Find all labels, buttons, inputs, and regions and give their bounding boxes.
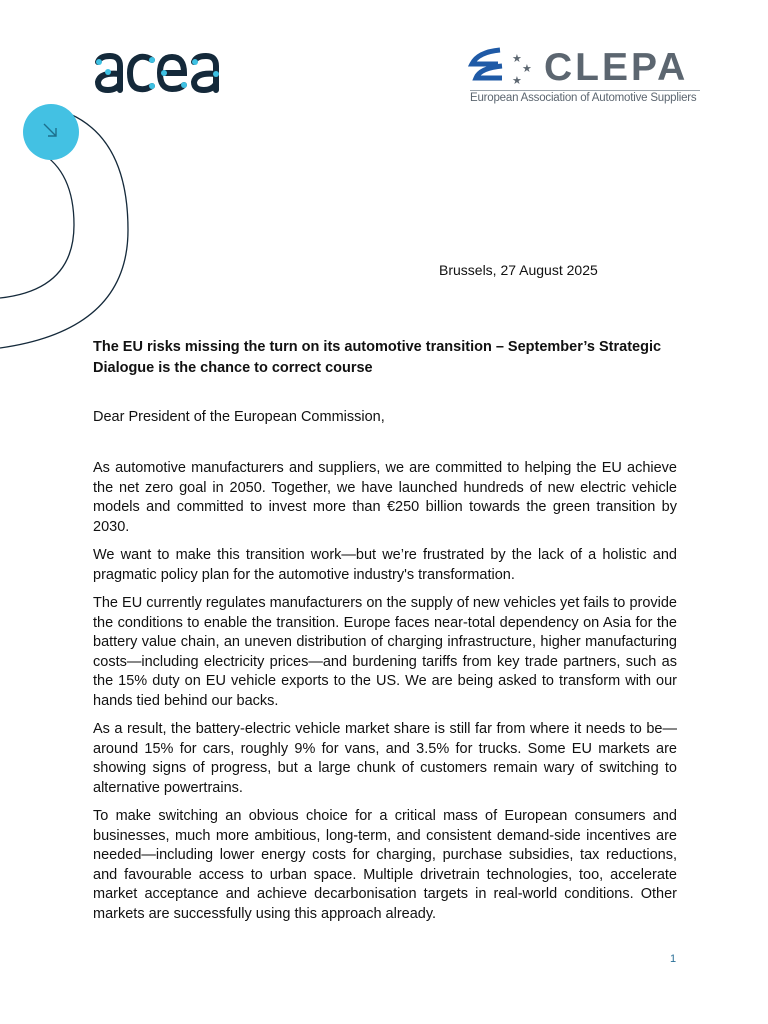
- paragraph: As a result, the battery-electric vehicle market share is still far from where it needs to be—around 15% for cars, roughly 9% for vans, and 3.5% for trucks. Some EU markets are showing signs of progress, but a large chunk of customers remain wary of switching to alternative powertrains.: [93, 721, 677, 796]
- paragraph: As automotive manufacturers and suppliers, we are committed to helping the EU achieve the net zero goal in 2050. Together, we have launched hundreds of new electric vehicle models and committed to invest more than €250 billion towards the green transition by 2030.: [93, 460, 677, 535]
- letter-salutation: Dear President of the European Commission,: [93, 409, 385, 425]
- clepa-wordmark: CLEPA: [544, 46, 689, 89]
- svg-text:★: ★: [512, 53, 522, 65]
- acea-logo: [94, 48, 226, 98]
- accent-circle: [23, 104, 79, 160]
- letter-title: The EU risks missing the turn on its automotive transition – September’s Strategic Dialogue is the chance to correct course: [93, 339, 662, 376]
- paragraph: We want to make this transition work—but we’re frustrated by the lack of a holistic and pragmatic policy plan for the automotive industry's transformation.: [93, 547, 677, 583]
- acea-logo-mark: [94, 48, 226, 98]
- letter-date: Brussels, 27 August 2025: [439, 262, 598, 278]
- decorative-arcs: [0, 100, 140, 360]
- page-number: 1: [670, 953, 677, 965]
- clepa-emblem-icon: [468, 46, 544, 90]
- letter-body: [93, 459, 677, 933]
- svg-text:★: ★: [522, 63, 532, 75]
- paragraph: To make switching an obvious choice for a critical mass of European consumers and businesses, much more ambitious, long-term, and consistent demand-side incentives are needed—including lower energy costs for charging, purchase subsidies, tax reductions, and favourable access to urban space. Multiple drivetrain technologies, too, accelerate market acceptance and achieve decarbonisation targets in real-world conditions. Other markets are successfully using this approach already.: [93, 808, 677, 922]
- paragraph: The EU currently regulates manufacturers on the supply of new vehicles yet fails to provide the conditions to enable the transition. Europe faces near-total dependency on Asia for the battery value chain, an uneven distribution of charging infrastructure, higher manufacturing costs—including electricity prices—and burdening tariffs from key trade partners, such as the 15% duty on EU vehicle exports to the US. We are being asked to transform with our hands tied behind our backs.: [93, 595, 677, 709]
- clepa-logo: [468, 46, 704, 110]
- clepa-tagline: European Association of Automotive Suppliers: [470, 90, 700, 104]
- svg-text:★: ★: [512, 75, 522, 87]
